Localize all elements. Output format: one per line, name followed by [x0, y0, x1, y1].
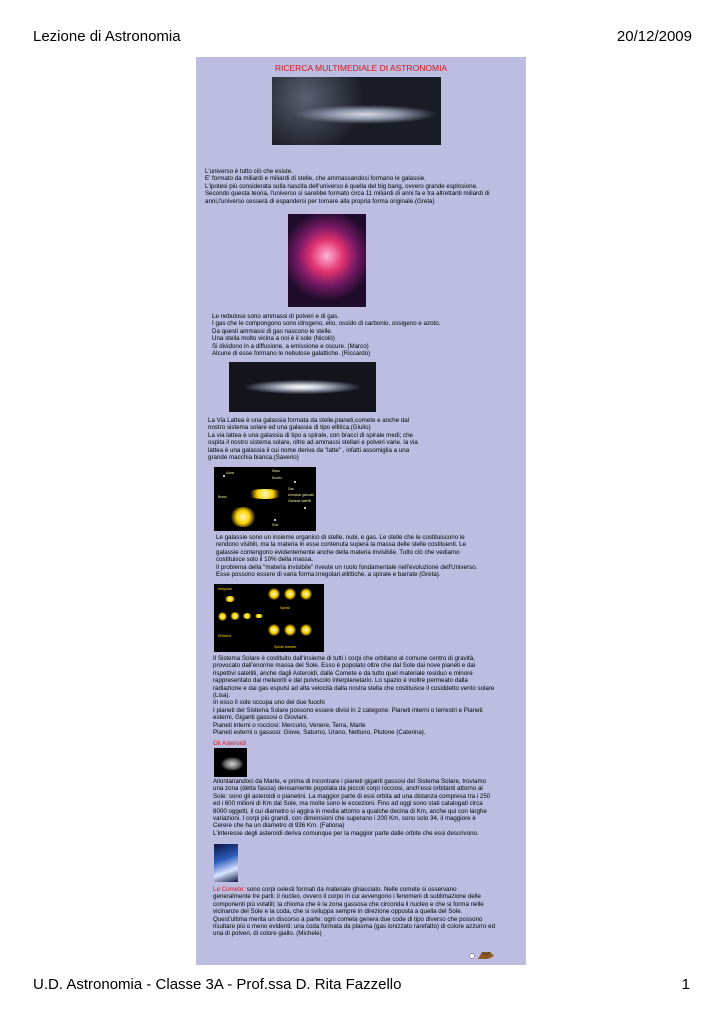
paragraph-universo: L'universo è tutto ciò che esiste. E' formato da miliardi e miliardi di stelle, che ammassandosi formano le galassie. L'ipotesi più considerata sulla nascita dell'universo è quella del big bang, ovvero grande esplosione. Secondo questa teoria, l'universo si sarebbe formato circa 11 miliardi di anni fa e tra altrettanti miliardi di anni,l'universo cesserà di espandersi per tornare alla propria forma originale.(Greta) — [205, 168, 490, 205]
comete-intro: sono corpi celesti formati da materiale ghiacciato. Nelle comete si osservano — [245, 886, 457, 893]
diagram-label: Ellittiche — [218, 634, 232, 638]
diagram-label: Ammassi globulari — [288, 493, 315, 497]
galaxy-structure-diagram — [214, 467, 316, 531]
comet-image — [214, 844, 238, 882]
header-date: 20/12/2009 — [616, 28, 692, 45]
diagram-label: Galassie satelliti — [288, 499, 312, 503]
nebula-image — [288, 214, 366, 307]
footer-course: U.D. Astronomia - Classe 3A - Prof.ssa D. Rita Fazzello — [33, 976, 402, 993]
paragraph-galassie: Le galassie sono un insieme organico di stelle, nubi, e gas. Le stelle che le costituiscono le rendono visibili, ma la materia in esse contenuta supera la massa delle stelle costituenti. Le galassie contengono evidentemente anche della materia invisibile. Tutto ciò che vediamo costituisce solo il 10% della massa. Il problema della "materia invisibile" riveste un ruolo fondamentale nell'evoluzione dell'Universo. Esse possono essere di varia forma:irregolari,ellittiche, a spirale e barrate (Greta). — [216, 534, 478, 579]
paragraph-comete: generalmente tre parti: il nucleo, ovvero il corpo in cui avvengono i fenomeni di sublimazione delle componenti più volatili; la chioma che è la zona gassosa che circonda il nucleo e che si forma nelle vicinanze del Sole e la coda, che si sviluppa sempre in direzione opposta a quella del Sole. Quest'ultima merita un discorso a parte: ogni cometa genera due code di tipo diverso che possono risultare più o meno evidenti: una coda formata da plasma (gas ionizzato rarefatto) di colore azzurro ed una di polveri, di colore giallo. (Michele) — [213, 893, 496, 938]
diagram-label: Sole — [272, 523, 279, 527]
paragraph-comete-first-line — [213, 886, 523, 893]
diagram-label: Spirali barrate — [274, 645, 297, 649]
diagram-label: Irregolari — [218, 587, 233, 591]
asteroid-image — [214, 748, 247, 777]
paragraph-sistema-solare: Il Sistema Solare è costituito dall'insieme di tutti i corpi che orbitano al comune centro di gravità, provocato dall'enorme massa del Sole. Esso è popolato oltre che dal Sole dai nove pianeti e dai rispettivi satelliti, anche dagli Asteroidi, dalle Comete e da tutto quel materiale residuo e minore rappresentato dai meteoriti e dal pulviscolo interplanetario. Lo spazio è inoltre permeato dalla radiazione e dai gas espulsi ad alta velocità dalla nostra stella che costituisce il cosiddetto vento solare (Lisa). In esso Il sole occupa uno dei due fuochi I pianeti del Sistema Solare possono essere divisi in 2 categorie: Pianeti interni o terrestri e Pianeti esterni, Giganti gassosi o Gioviani. Pianeti interni o rocciosi: Mercurio, Venere, Terra, Marte Pianeti esterni o gassosi: Giove, Saturno, Urano, Nettuno, Plutone (Caterina). — [213, 655, 495, 737]
diagram-label: Gas — [288, 487, 294, 491]
diagram-label: Nucleo — [272, 476, 282, 480]
paragraph-via-lattea: La Via Lattea è una galassia formata da stelle,pianeti,comete e anche dal nostro sistema solare ed una galassia di tipo ellitica.(Giulio) La via lattea è una galassia di tipo a spirale, con bracci di spirale medi; che ospita il nostro sistema solare, oltre ad ammassi stellari e polveri varie. la via lattea è una galassia il cui nome deriva da "latte" , infatti assomiglia a una grande macchia bianca.(Saverio) — [208, 417, 418, 462]
heading-comete: Le Comete: — [213, 886, 245, 893]
page-number: 1 — [681, 976, 690, 993]
document-sheet — [196, 57, 526, 965]
diagram-label: Disco — [272, 469, 280, 473]
diagram-label: Spirali — [280, 606, 290, 610]
paragraph-asteroidi: Allontanandoci da Marte, e prima di incontrare i pianeti giganti gassosi del Sistema Solare, troviamo una zona (detta fascia) densamente popolata da piccoli corpi rocciosi, anch'essi orbitanti attorno al Sole: sono gli asteroidi o pianetini. La maggior parte di essi orbita ad una distanza compresa tra i 250 ed i 600 milioni di Km dal Sole, ma molte sono le eccezioni. Fino ad oggi sono stati catalogati circa 8000 oggetti, il cui diametro si aggira in media attorno a qualche decina di Km, anche qui con larghe variazioni. I corpi più grandi, con dimensioni che superano i 200 Km, sono solo 34, il maggiore è Cerere che ha un diametro di 936 Km. (Fationa) L'interesse degli asteroidi deriva comunque per la maggior parte dalle orbite che essi descrivono. — [213, 778, 491, 837]
footer-logo-icon — [468, 950, 496, 960]
hubble-classification-diagram — [214, 584, 324, 652]
document-title: RICERCA MULTIMEDIALE DI ASTRONOMIA — [274, 63, 448, 73]
diagram-label: Bracci — [218, 495, 227, 499]
paragraph-nebulose: Le nebulose sono ammassi di polveri e di gas. I gas che le compongono sono idrogeno, elio, ossido di carbonio, ossigeno e azoto. Da questi ammassi di gas nascono le stelle. Una stella molto vicina a noi è il sole (Nicolò) Si dividono in a diffusione, a emissione e oscure. (Marco) Alcune di esse formano le nebulose galattiche. (Riccardo) — [212, 313, 441, 358]
milky-way-image — [272, 77, 441, 145]
heading-asteroidi: Gli Asteroidi — [213, 740, 247, 747]
diagram-label: Alone — [226, 471, 235, 475]
header-title: Lezione di Astronomia — [33, 28, 181, 45]
andromeda-galaxy-image — [229, 362, 376, 412]
